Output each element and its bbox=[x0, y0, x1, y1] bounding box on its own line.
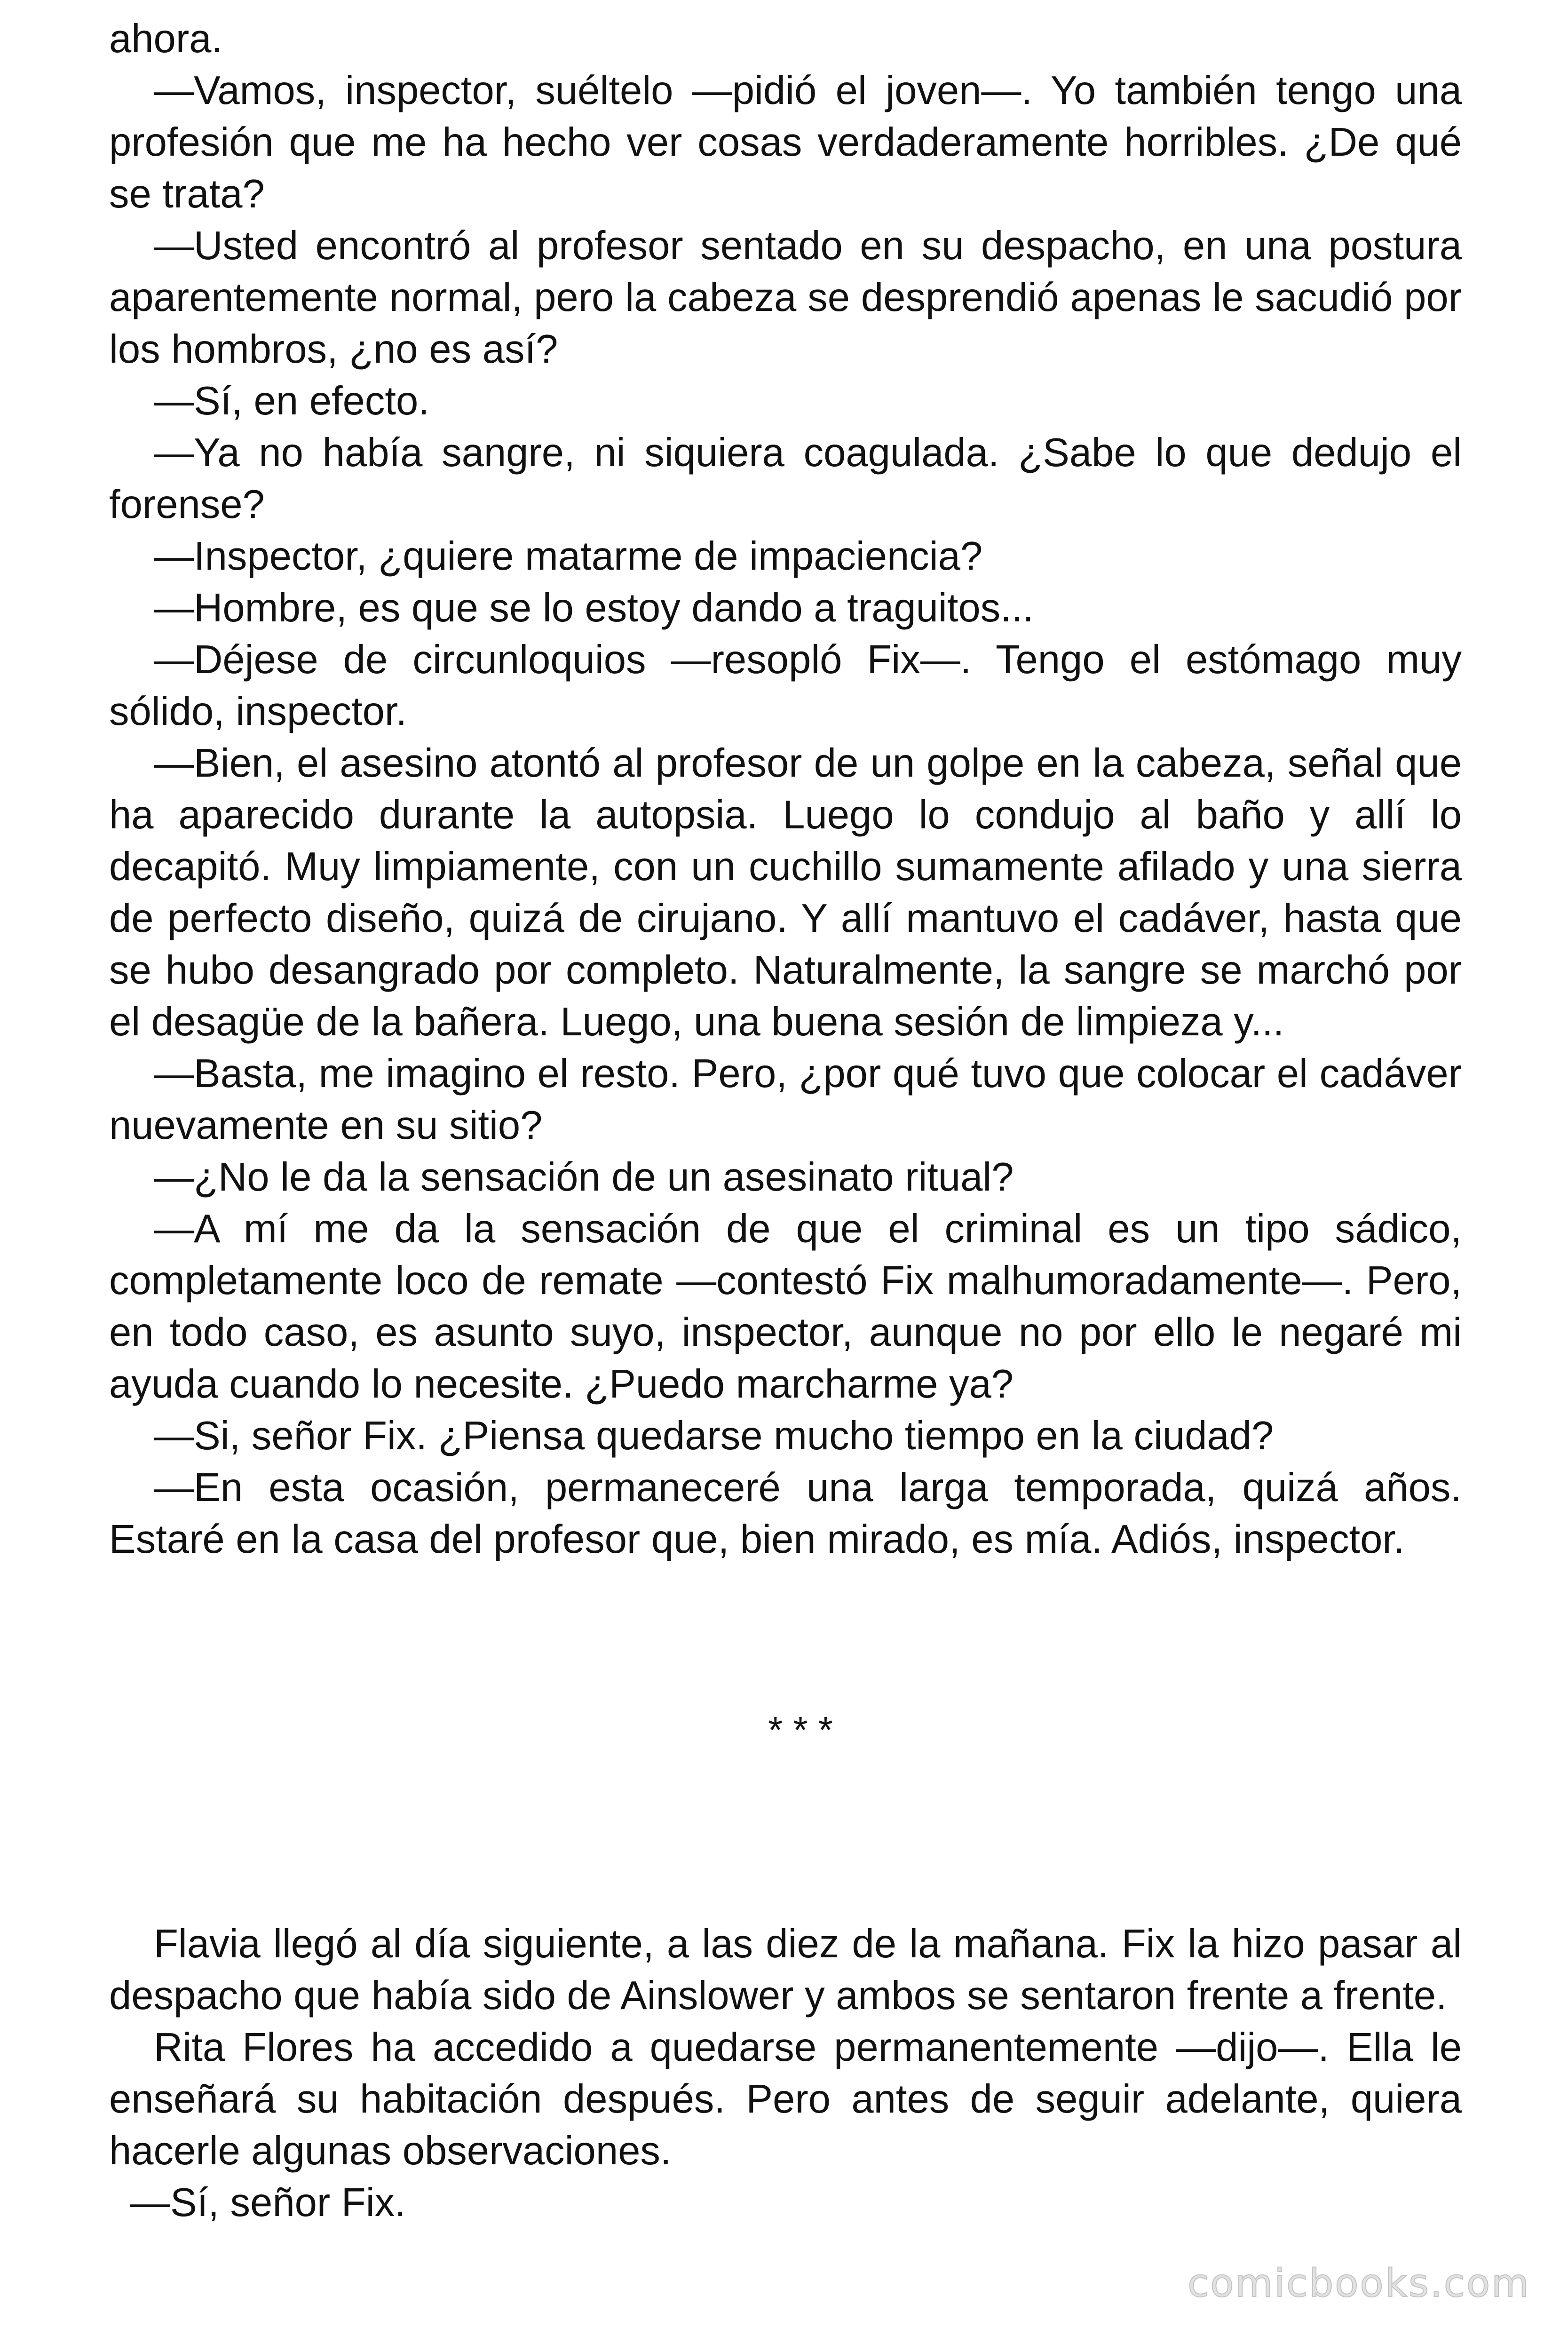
site-watermark: comicbooks.com bbox=[1188, 2261, 1530, 2306]
top-paragraph: —Hombre, es que se lo estoy dando a traguitos... bbox=[154, 586, 1034, 630]
top-paragraph: —Vamos, inspector, suéltelo —pidió el joven—. Yo también tengo una profesión que me ha hecho ver cosas verdaderamente horribles. ¿De qué se trata? bbox=[109, 68, 1462, 216]
top-paragraph: —Sí, en efecto. bbox=[154, 379, 429, 423]
top-paragraph: —A mí me da la sensación de que el criminal es un tipo sádico, completamente loco de remate —contestó Fix malhumoradamente—. Pero, en todo caso, es asunto suyo, inspector, aunque no por ello le negaré mi ayuda cuando lo necesite. ¿Puedo marcharme ya? bbox=[109, 1207, 1462, 1406]
scene-separator: * * * bbox=[768, 1709, 833, 1751]
top-paragraph: —Usted encontró al profesor sentado en su despacho, en una postura aparentemente normal, pero la cabeza se desprendió apenas le sacudió por los hombros, ¿no es así? bbox=[109, 223, 1462, 372]
top-paragraph: —Déjese de circunloquios —resopló Fix—. Tengo el estómago muy sólido, inspector. bbox=[109, 637, 1462, 734]
bottom-paragraph: Flavia llegó al día siguiente, a las diez de la mañana. Fix la hizo pasar al despacho que había sido de Ainslower y ambos se sentaron frente a frente. bbox=[109, 1922, 1462, 2018]
bottom-paragraphs bbox=[109, 1918, 1462, 2177]
top-paragraph: —En esta ocasión, permaneceré una larga temporada, quizá años. Estaré en la casa del profesor que, bien mirado, es mía. Adiós, inspector. bbox=[109, 1465, 1462, 1562]
text-block-top bbox=[109, 13, 1462, 1565]
top-paragraph: —Bien, el asesino atontó al profesor de un golpe en la cabeza, señal que ha aparecido durante la autopsia. Luego lo condujo al baño y allí lo decapitó. Muy limpiamente, con un cuchillo sumamente afilado y una sierra de perfecto diseño, quizá de cirujano. Y allí mantuvo el cadáver, hasta que se hubo desangrado por completo. Naturalmente, la sangre se marchó por el desagüe de la bañera. Luego, una buena sesión de limpieza y... bbox=[109, 741, 1462, 1044]
top-paragraph: —Inspector, ¿quiere matarme de impaciencia? bbox=[154, 534, 983, 579]
final-dialogue-line: —Sí, señor Fix. bbox=[130, 2180, 406, 2225]
top-paragraph: —¿No le da la sensación de un asesinato ritual? bbox=[154, 1155, 1014, 1200]
text-block-bottom bbox=[109, 1918, 1462, 2229]
top-paragraph: ahora. bbox=[109, 16, 223, 61]
top-paragraph: —Si, señor Fix. ¿Piensa quedarse mucho tiempo en la ciudad? bbox=[154, 1414, 1274, 1458]
bottom-paragraph: Rita Flores ha accedido a quedarse permanentemente —dijo—. Ella le enseñará su habitación después. Pero antes de seguir adelante, quiera hacerle algunas observaciones. bbox=[109, 2025, 1462, 2173]
top-paragraph: —Basta, me imagino el resto. Pero, ¿por qué tuvo que colocar el cadáver nuevamente en su sitio? bbox=[109, 1051, 1462, 1148]
top-paragraph: —Ya no había sangre, ni siquiera coagulada. ¿Sabe lo que dedujo el forense? bbox=[109, 430, 1462, 527]
